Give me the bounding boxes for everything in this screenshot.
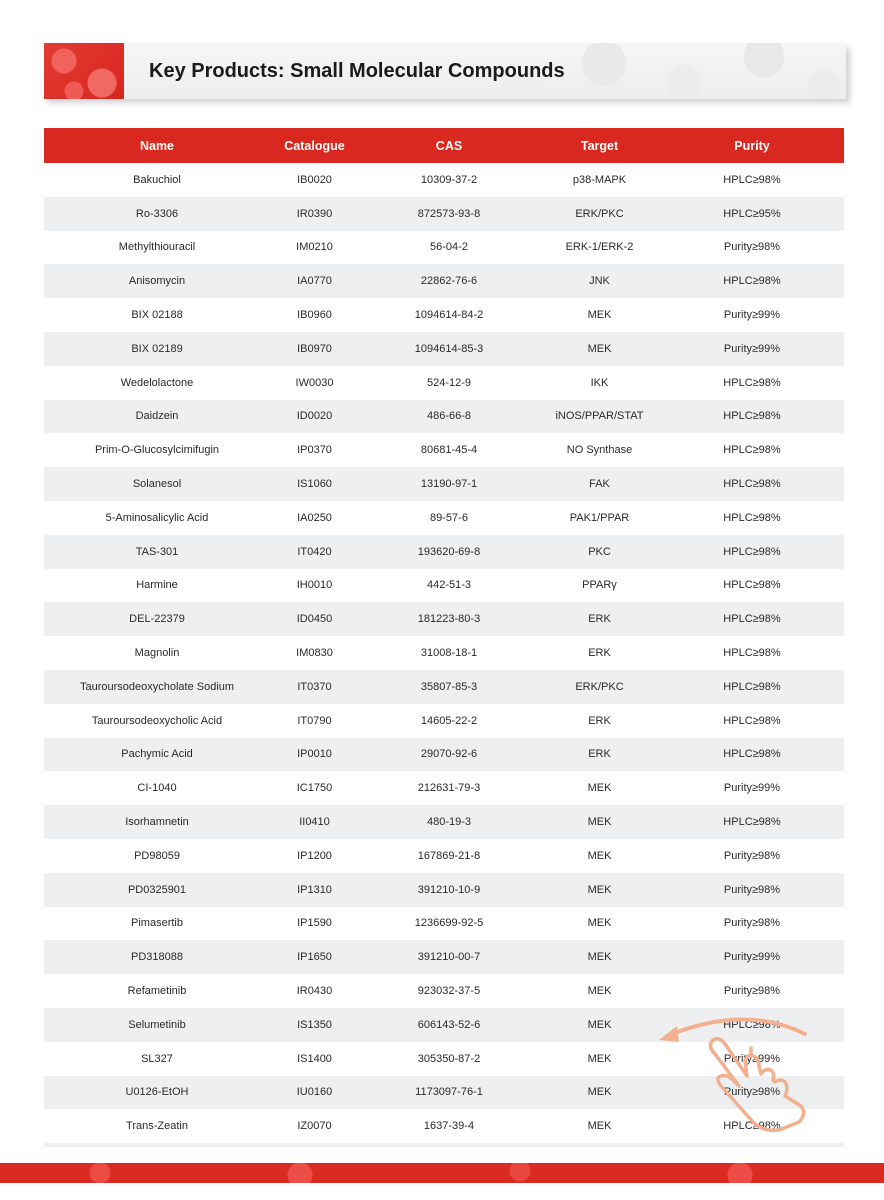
cell-target: MEK	[587, 1018, 612, 1031]
cell-purity: HPLC≥98%	[723, 613, 781, 626]
cell-cas: 305350-87-2	[417, 1052, 481, 1065]
cell-name: BIX 02188	[131, 309, 183, 322]
header-name: Name	[139, 138, 175, 153]
cell-purity: Purity≥99%	[723, 782, 781, 795]
cell-target: ERK-1/ERK-2	[565, 241, 634, 254]
cell-cas: 480-19-3	[426, 816, 472, 829]
cell-catalogue: IT0420	[297, 545, 332, 558]
table-row	[44, 907, 844, 941]
cell-catalogue: IB0960	[297, 309, 332, 322]
cell-catalogue: IA0770	[297, 275, 332, 288]
table-row	[44, 1042, 844, 1076]
table-header	[44, 128, 844, 163]
cell-name: Ro-3306	[135, 207, 179, 220]
table-row	[44, 602, 844, 636]
cell-cas: 35807-85-3	[420, 680, 478, 693]
table-row	[44, 771, 844, 805]
table-row	[44, 670, 844, 704]
cell-purity: Purity≥99%	[723, 342, 781, 355]
table-row	[44, 467, 844, 501]
cell-catalogue: ID0020	[296, 410, 333, 423]
cell-cas: 13190-97-1	[420, 478, 478, 491]
cell-name: Refametinib	[127, 985, 187, 998]
cell-catalogue: IS1060	[297, 478, 332, 491]
cell-catalogue: IS1400	[297, 1052, 332, 1065]
cell-catalogue: IU0160	[296, 1086, 333, 1099]
cell-cas: 391210-00-7	[417, 951, 481, 964]
cell-cas: 391210-10-9	[417, 883, 481, 896]
cell-name: Isorhamnetin	[125, 816, 189, 829]
cell-name: Tauroursodeoxycholic Acid	[91, 714, 223, 727]
cell-cas: 29070-92-6	[420, 748, 478, 761]
cell-cas: 524-12-9	[426, 376, 472, 389]
table-row	[44, 738, 844, 772]
cell-cas: 606143-52-6	[417, 1018, 481, 1031]
cell-target: MEK	[587, 1052, 612, 1065]
header-target: Target	[580, 138, 619, 153]
cell-cas: 10309-37-2	[420, 173, 478, 186]
cell-purity: HPLC≥98%	[723, 714, 781, 727]
cell-target: ERK	[588, 748, 611, 761]
cell-catalogue: IB0970	[297, 342, 332, 355]
cell-target: ERK/PKC	[575, 680, 624, 693]
cell-purity: Purity≥99%	[723, 1052, 781, 1065]
table-row	[44, 535, 844, 569]
cell-name: Magnolin	[134, 647, 180, 660]
cell-cas: 80681-45-4	[420, 444, 478, 457]
table-row	[44, 940, 844, 974]
table-row	[44, 264, 844, 298]
banner-accent-decoration	[44, 43, 124, 99]
cell-purity: HPLC≥98%	[723, 173, 781, 186]
cell-purity: HPLC≥98%	[723, 376, 781, 389]
cell-target: PPARγ	[582, 579, 617, 592]
cell-target: ERK	[588, 647, 611, 660]
cell-name: PD98059	[134, 849, 180, 862]
table-body	[44, 163, 844, 1143]
cell-purity: HPLC≥98%	[723, 1120, 781, 1133]
cell-target: ERK	[588, 613, 611, 626]
cell-purity: HPLC≥98%	[723, 680, 781, 693]
cell-target: MEK	[587, 849, 612, 862]
cell-purity: HPLC≥95%	[723, 207, 781, 220]
cell-catalogue: IH0010	[296, 579, 333, 592]
cell-name: CI-1040	[137, 782, 177, 795]
cell-purity: Purity≥98%	[723, 849, 781, 862]
cell-catalogue: II0410	[299, 816, 330, 829]
cell-purity: HPLC≥98%	[723, 748, 781, 761]
cell-name: Solanesol	[132, 478, 182, 491]
cell-catalogue: IM0830	[296, 647, 333, 660]
cell-cas: 31008-18-1	[420, 647, 478, 660]
cell-target: PKC	[588, 545, 611, 558]
cell-target: JNK	[589, 275, 610, 288]
cell-purity: HPLC≥98%	[723, 444, 781, 457]
cell-name: PD318088	[131, 951, 183, 964]
cell-catalogue: IZ0070	[297, 1120, 332, 1133]
cell-target: FAK	[589, 478, 610, 491]
cell-name: SL327	[141, 1052, 173, 1065]
table-row	[44, 1109, 844, 1143]
cell-target: MEK	[587, 782, 612, 795]
cell-name: BIX 02189	[131, 342, 183, 355]
cell-catalogue: IW0030	[295, 376, 334, 389]
cell-name: Anisomycin	[128, 275, 186, 288]
cell-name: Bakuchiol	[133, 173, 181, 186]
cell-cas: 89-57-6	[430, 511, 468, 524]
cell-target: PAK1/PPAR	[569, 511, 630, 524]
cell-purity: Purity≥99%	[723, 951, 781, 964]
table-row	[44, 1008, 844, 1042]
table-row	[44, 400, 844, 434]
cell-name: Wedelolactone	[120, 376, 194, 389]
table-row	[44, 332, 844, 366]
cell-target: ERK/PKC	[575, 207, 624, 220]
cell-target: MEK	[587, 917, 612, 930]
header-purity: Purity	[734, 138, 770, 153]
cell-purity: HPLC≥98%	[723, 545, 781, 558]
cell-cas: 442-51-3	[426, 579, 472, 592]
cell-target: NO Synthase	[566, 444, 633, 457]
table-row	[44, 569, 844, 603]
cell-purity: HPLC≥98%	[723, 579, 781, 592]
cell-purity: Purity≥98%	[723, 1086, 781, 1099]
cell-target: ERK	[588, 714, 611, 727]
cell-target: IKK	[590, 376, 609, 389]
cell-catalogue: ID0450	[296, 613, 333, 626]
cell-name: Harmine	[136, 579, 178, 592]
cell-name: 5-Aminosalicylic Acid	[105, 511, 209, 524]
cell-purity: Purity≥98%	[723, 917, 781, 930]
table-row	[44, 873, 844, 907]
cell-purity: HPLC≥98%	[723, 1018, 781, 1031]
cell-purity: HPLC≥98%	[723, 511, 781, 524]
cell-catalogue: IR0430	[296, 985, 333, 998]
table-row	[44, 366, 844, 400]
cell-purity: Purity≥98%	[723, 985, 781, 998]
table-row	[44, 231, 844, 265]
footer-band	[0, 1163, 884, 1183]
cell-target: MEK	[587, 1120, 612, 1133]
cell-purity: Purity≥98%	[723, 883, 781, 896]
cell-name: DEL-22379	[129, 613, 185, 626]
cell-purity: HPLC≥98%	[723, 647, 781, 660]
cell-target: MEK	[587, 816, 612, 829]
cell-purity: HPLC≥98%	[723, 275, 781, 288]
cell-name: PD0325901	[127, 883, 187, 896]
cell-name: TAS-301	[135, 545, 179, 558]
cell-target: MEK	[587, 1086, 612, 1099]
cell-name: Methylthiouracil	[118, 241, 196, 254]
cell-catalogue: IP0010	[297, 748, 332, 761]
cell-name: Pimasertib	[131, 917, 183, 930]
cell-catalogue: IT0370	[297, 680, 332, 693]
table-row	[44, 805, 844, 839]
cell-target: MEK	[587, 309, 612, 322]
cell-catalogue: IT0790	[297, 714, 332, 727]
cell-cas: 22862-76-6	[420, 275, 478, 288]
cell-catalogue: IA0250	[297, 511, 332, 524]
cell-target: MEK	[587, 951, 612, 964]
products-table	[44, 128, 844, 1147]
cell-purity: Purity≥99%	[723, 309, 781, 322]
cell-name: Trans-Zeatin	[126, 1120, 188, 1133]
cell-cas: 14605-22-2	[420, 714, 478, 727]
cell-catalogue: IS1350	[297, 1018, 332, 1031]
cell-cas: 167869-21-8	[417, 849, 481, 862]
table-row	[44, 704, 844, 738]
cell-cas: 1236699-92-5	[414, 917, 484, 930]
header-catalogue: Catalogue	[284, 138, 345, 153]
cell-target: iNOS/PPAR/STAT	[555, 410, 644, 423]
cell-name: Prim-O-Glucosylcimifugin	[94, 444, 220, 457]
table-row	[44, 501, 844, 535]
cell-cas: 872573-93-8	[417, 207, 481, 220]
cell-catalogue: IP1200	[297, 849, 332, 862]
cell-name: Selumetinib	[128, 1018, 186, 1031]
cell-catalogue: IM0210	[296, 241, 333, 254]
cell-cas: 1637-39-4	[423, 1120, 475, 1133]
cell-purity: HPLC≥98%	[723, 410, 781, 423]
cell-cas: 181223-80-3	[417, 613, 481, 626]
cell-catalogue: IP0370	[297, 444, 332, 457]
cell-target: MEK	[587, 342, 612, 355]
cell-cas: 193620-69-8	[417, 545, 481, 558]
cell-target: p38-MAPK	[572, 173, 627, 186]
table-row	[44, 1076, 844, 1110]
page-title: Key Products: Small Molecular Compounds	[149, 60, 565, 82]
cell-catalogue: IB0020	[297, 173, 332, 186]
cell-cas: 56-04-2	[430, 241, 468, 254]
table-row	[44, 197, 844, 231]
table-row	[44, 433, 844, 467]
cell-catalogue: IP1310	[297, 883, 332, 896]
cell-cas: 212631-79-3	[417, 782, 481, 795]
table-row	[44, 636, 844, 670]
cell-target: MEK	[587, 883, 612, 896]
cell-purity: HPLC≥98%	[723, 816, 781, 829]
table-row	[44, 298, 844, 332]
header-cas: CAS	[435, 138, 463, 153]
cell-cas: 1094614-84-2	[414, 309, 484, 322]
table-row	[44, 163, 844, 197]
cell-purity: HPLC≥98%	[723, 478, 781, 491]
cell-target: MEK	[587, 985, 612, 998]
cell-catalogue: IP1650	[297, 951, 332, 964]
table-row	[44, 839, 844, 873]
cell-name: U0126-EtOH	[125, 1086, 189, 1099]
cell-name: Daidzein	[135, 410, 179, 423]
cell-catalogue: IR0390	[296, 207, 333, 220]
cell-cas: 1094614-85-3	[414, 342, 484, 355]
table-bottom-border	[44, 1143, 844, 1147]
cell-purity: Purity≥98%	[723, 241, 781, 254]
cell-cas: 1173097-76-1	[415, 1086, 483, 1099]
table-row	[44, 974, 844, 1008]
cell-name: Tauroursodeoxycholate Sodium	[79, 680, 235, 693]
cell-cas: 486-66-8	[426, 410, 472, 423]
cell-cas: 923032-37-5	[417, 985, 481, 998]
cell-catalogue: IC1750	[296, 782, 333, 795]
section-banner	[44, 43, 846, 99]
cell-name: Pachymic Acid	[121, 748, 193, 761]
cell-catalogue: IP1590	[297, 917, 332, 930]
